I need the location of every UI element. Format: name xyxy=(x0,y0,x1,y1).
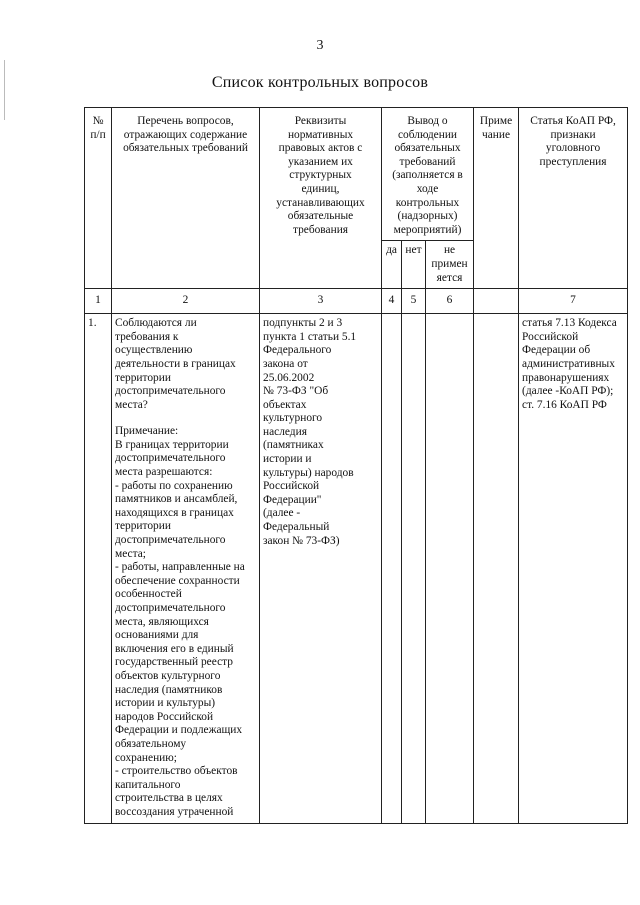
question-cell xyxy=(112,314,260,823)
header-num: № п/п xyxy=(85,108,112,289)
column-number: 2 xyxy=(112,289,260,314)
header-not-applicable: не примен яется xyxy=(426,241,474,289)
note-cell[interactable] xyxy=(474,314,519,823)
column-number-row xyxy=(85,289,628,314)
table-row xyxy=(85,314,628,823)
checklist-table xyxy=(84,107,628,824)
question-note-text: Примечание: В границах территории достопримечательного места разрешаются: - работы по сохранению памятников и ансамблей, находящихся в границах территории достопримечательного места; - работы, направленные на обеспечение сохранности особенностей достопримечательного места, являющихся основаниями для включения его в единый государственный реестр объектов культурного наследия (памятников истории и культуры) народов Российской Федерации и подлежащих обязательному сохранению; - строительство объектов капитального строительства в целях воссоздания утраченной xyxy=(115,425,245,818)
header-no: нет xyxy=(402,241,426,289)
header-conclusion: Вывод о соблюдении обязательных требований (заполняется в ходе контрольных (надзорных) мероприятий) xyxy=(382,108,474,241)
question-text: Соблюдаются ли требования к осуществлению деятельности в границах территории достопримечательного места? xyxy=(115,317,236,411)
row-number: 1. xyxy=(85,314,112,823)
answer-not-applicable-cell[interactable] xyxy=(426,314,474,823)
column-number: 4 xyxy=(382,289,402,314)
requisites-cell: подпункты 2 и 3 пункта 1 статьи 5.1 Федерального закона от 25.06.2002 № 73-ФЗ "Об объектах культурного наследия (памятниках истории и культуры) народов Российской Федерации" (далее - Федеральный закон № 73-ФЗ) xyxy=(260,314,382,823)
header-note: Приме чание xyxy=(474,108,519,289)
header-requisites: Реквизиты нормативных правовых актов с указанием их структурных единиц, устанавливающих обязательные требования xyxy=(260,108,382,289)
answer-yes-cell[interactable] xyxy=(382,314,402,823)
header-questions: Перечень вопросов, отражающих содержание обязательных требований xyxy=(112,108,260,289)
column-number: 1 xyxy=(85,289,112,314)
document-title: Список контрольных вопросов xyxy=(211,74,429,91)
column-number: 5 xyxy=(402,289,426,314)
column-number: 3 xyxy=(260,289,382,314)
column-number: 7 xyxy=(519,289,628,314)
column-number-empty xyxy=(474,289,519,314)
answer-no-cell[interactable] xyxy=(402,314,426,823)
header-koap: Статья КоАП РФ, признаки уголовного преступления xyxy=(519,108,628,289)
column-number: 6 xyxy=(426,289,474,314)
header-yes: да xyxy=(382,241,402,289)
page-number: 3 xyxy=(316,38,324,53)
header-row xyxy=(85,108,628,241)
koap-cell: статья 7.13 Кодекса Российской Федерации об административных правонарушениях (далее -КоАП РФ); ст. 7.16 КоАП РФ xyxy=(519,314,628,823)
